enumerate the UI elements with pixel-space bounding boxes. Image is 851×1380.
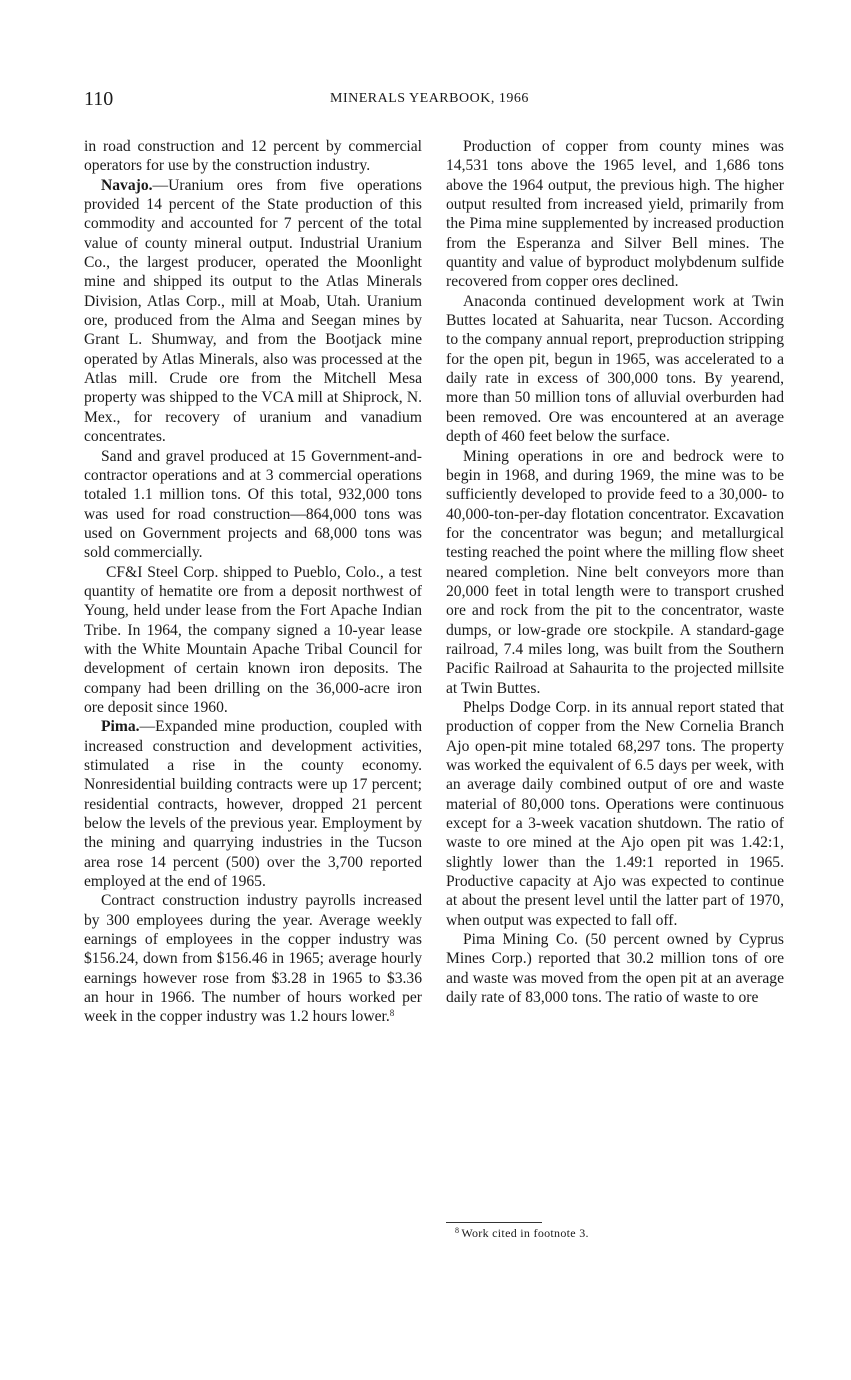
paragraph-phelps-dodge: Phelps Dodge Corp. in its annual report stated that production of copper from the New Cornelia Branch Ajo open-pit mine totaled 68,297 tons. The property was worked the equivalent of 6.5 days per week, with an average daily combined output of ore and waste material of 80,000 tons. Operations were continuous except for a 3-week vacation shutdown. The ratio of waste to ore mined at the Ajo open pit was 1.42:1, slightly lower than the 1.49:1 reported in 1965. Productive capacity at Ajo was expected to continue at about the present level until the latter part of 1970, when output was expected to fall off.	[446, 698, 784, 929]
footnote-text: Work cited in footnote 3.	[461, 1226, 589, 1240]
paragraph-mining-operations: Mining operations in ore and bedrock were to begin in 1968, and during 1969, the mine was to be sufficiently developed to provide feed to a 30,000- to 40,000-ton-per-day flotation concentrator. Excavation for the concentrator was begun; and metallurgical testing reached the point where the milling flow sheet neared completion. Nine belt conveyors more than 20,000 feet in total length were to transport crushed ore and rock from the pit to the concentrator, waste dumps, or low-grade ore stockpile. A standard-gage railroad, 7.4 miles long, was built from the Southern Pacific Railroad at Sahaurita to the projected millsite at Twin Buttes.	[446, 447, 784, 697]
paragraph-pima-mining: Pima Mining Co. (50 percent owned by Cyprus Mines Corp.) reported that 30.2 million tons of ore and waste was moved from the open pit at an average daily rate of 83,000 tons. The ratio of waste to ore	[446, 931, 784, 1007]
footnote	[455, 1226, 589, 1241]
footnote-reference: 8	[389, 1008, 395, 1019]
paragraph-cfi-steel: CF&I Steel Corp. shipped to Pueblo, Colo., a test quantity of hematite ore from a deposit northwest of Young, held under lease from the Fort Apache Indian Tribe. In 1964, the company signed a 10-year lease with the White Mountain Apache Tribal Council for development of certain known iron deposits. The company had been drilling on the 36,000-acre iron ore deposit since 1960.	[84, 563, 422, 716]
section-heading-navajo: Navajo.	[101, 176, 153, 194]
paragraph-pima	[84, 717, 422, 891]
page-number: 110	[84, 88, 114, 110]
footnote-marker: 8	[455, 1226, 460, 1235]
footnote-rule	[446, 1222, 542, 1223]
paragraph-sand-gravel: Sand and gravel produced at 15 Government-and-contractor operations and at 3 commercial operations totaled 1.1 million tons. Of this total, 932,000 tons was used for road construction—864,000 tons was used on Government projects and 68,000 tons was sold commercially.	[84, 447, 422, 562]
paragraph-copper-production: Production of copper from county mines was 14,531 tons above the 1965 level, and 1,686 tons above the 1964 output, the previous high. The higher output resulted from increased yield, primarily from the Pima mine supplemented by increased production from the Esperanza and Silver Bell mines. The quantity and value of byproduct molybdenum sulfide recovered from copper ores declined.	[446, 138, 784, 291]
payrolls-text: Contract construction industry payrolls increased by 300 employees during the year. Average weekly earnings of employees in the copper industry was $156.24, down from $156.46 in 1965; average hourly earnings however rose from $3.28 in 1965 to $3.36 an hour in 1966. The number of hours worked per week in the copper industry was 1.2 hours lower.	[84, 892, 422, 1026]
paragraph-anaconda: Anaconda continued development work at Twin Buttes located at Sahuarita, near Tucson. According to the company annual report, preproduction stripping for the open pit, begun in 1965, was accelerated to a daily rate in excess of 300,000 tons. By yearend, more than 50 million tons of alluvial overburden had been removed. Ore was encountered at an average depth of 460 feet below the surface.	[446, 292, 784, 446]
left-column	[84, 137, 422, 1027]
navajo-text: —Uranium ores from five operations provided 14 percent of the State production of this commodity and accounted for 7 percent of the total value of county mineral output. Industrial Uranium Co., the largest producer, operated the Moonlight mine and shipped its output to the Atlas Minerals Division, Atlas Corp., mill at Moab, Utah. Uranium ore, produced from the Alma and Seegan mines by Grant L. Shumway, and from the Bootjack mine operated by Atlas Minerals, also was processed at the Atlas mill. Crude ore from the Mitchell Mesa property was shipped to the VCA mill at Shiprock, N. Mex., for recovery of uranium and vanadium concentrates.	[84, 176, 422, 446]
pima-text: —Expanded mine production, coupled with increased construction and development activities, stimulated a rise in the county economy. Nonresidential building contracts were up 17 percent; residential contracts, however, dropped 21 percent below the levels of the previous year. Employment by the mining and quarrying industries in the Tucson area rose 14 percent (500) over the 3,700 reported employed at the end of 1965.	[84, 718, 422, 891]
paragraph-road-construction: in road construction and 12 percent by commercial operators for use by the construction industry.	[84, 138, 422, 175]
paragraph-navajo	[84, 176, 422, 447]
running-head: MINERALS YEARBOOK, 1966	[330, 91, 529, 106]
paragraph-payrolls	[84, 891, 422, 1026]
right-column	[446, 137, 784, 1007]
section-heading-pima: Pima.	[101, 718, 140, 736]
